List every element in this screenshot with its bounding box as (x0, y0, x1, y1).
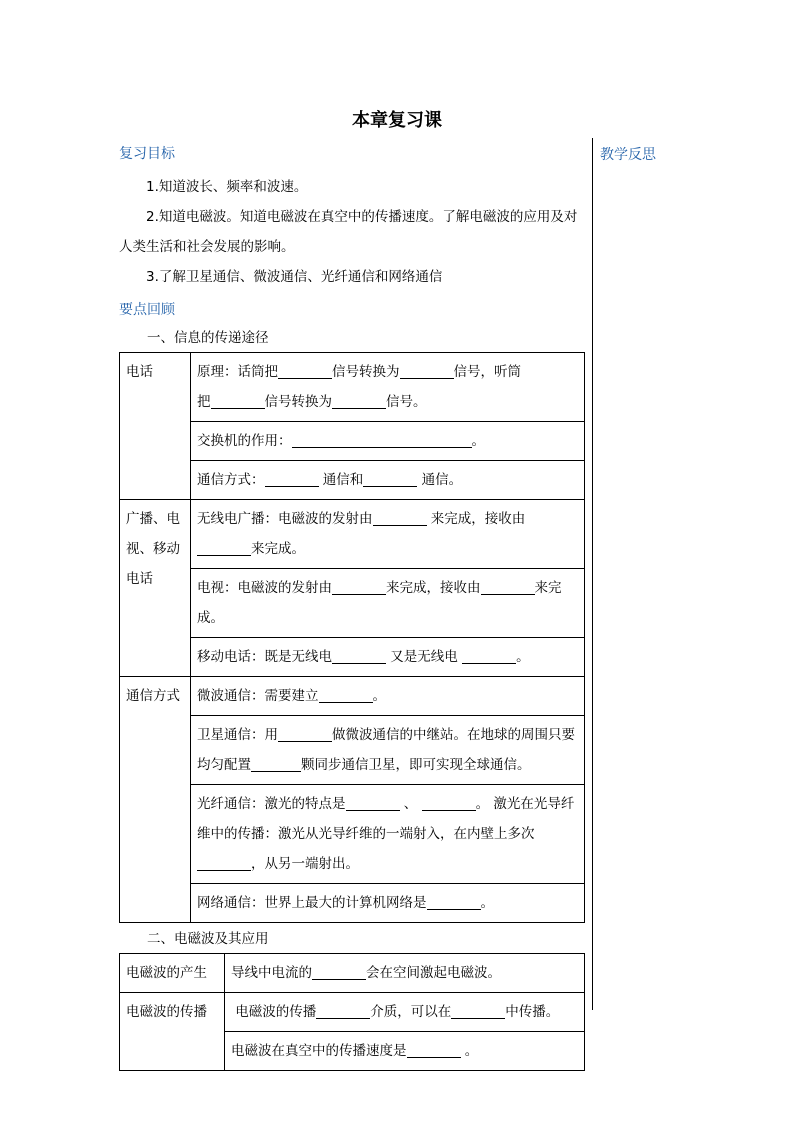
info-transmission-table (119, 352, 585, 923)
row-label-phone: 电话 (120, 353, 191, 500)
key-points-heading: 要点回顾 (119, 302, 175, 318)
review-goals-heading: 复习目标 (119, 146, 175, 162)
generation-cell: 导线中电流的 会在空间激起电磁波。 (225, 954, 585, 993)
table-row (120, 677, 585, 716)
row-label-broadcast: 广播、电视、移动电话 (120, 500, 191, 677)
mode-cell: 通信方式： 通信和 通信。 (191, 461, 585, 500)
table-row (120, 954, 585, 993)
row-label-propagation: 电磁波的传播 (120, 993, 225, 1071)
satellite-cell: 卫星通信：用 做微波通信的中继站。在地球的周围只要均匀配置 颗同步通信卫星，即可实现全球通信。 (191, 716, 585, 785)
section-heading-2: 二、电磁波及其应用 (147, 931, 269, 947)
goal-item: 1.知道波长、频率和波速。 (146, 179, 308, 195)
fiber-cell: 光纤通信：激光的特点是 、 。 激光在光导纤维中的传播：激光从光导纤维的一端射入，在内壁上多次，从另一端射出。 (191, 785, 585, 884)
propagation-cell: 电磁波的传播 介质，可以在 中传播。 (225, 993, 585, 1032)
microwave-cell: 微波通信：需要建立 。 (191, 677, 585, 716)
network-cell: 网络通信：世界上最大的计算机网络是 。 (191, 884, 585, 923)
phone-principle-cell: 原理：话筒把 信号转换为 信号，听筒 把 信号转换为 信号。 (191, 353, 585, 422)
section-heading-1: 一、信息的传递途径 (147, 330, 269, 346)
tv-cell: 电视：电磁波的发射由 来完成，接收由 来完成。 (191, 569, 585, 638)
mobile-cell: 移动电话：既是无线电 又是无线电 。 (191, 638, 585, 677)
table-row (120, 353, 585, 422)
table-row (120, 993, 585, 1032)
row-label-comm-mode: 通信方式 (120, 677, 191, 923)
radio-cell: 无线电广播：电磁波的发射由 来完成，接收由来完成。 (191, 500, 585, 569)
row-label-generation: 电磁波的产生 (120, 954, 225, 993)
table-row (120, 500, 585, 569)
switch-cell: 交换机的作用： 。 (191, 422, 585, 461)
goal-item: 3.了解卫星通信、微波通信、光纤通信和网络通信 (146, 269, 443, 285)
page-title: 本章复习课 (352, 110, 442, 131)
em-wave-table (119, 953, 585, 1071)
main-content (119, 140, 585, 1071)
teaching-reflection-heading: 教学反思 (600, 147, 656, 163)
goal-item: 2.知道电磁波。知道电磁波在真空中的传播速度。了解电磁波的应用及对人类生活和社会发展的影响。 (119, 209, 578, 255)
speed-cell: 电磁波在真空中的传播速度是 。 (225, 1032, 585, 1071)
column-divider (592, 138, 593, 1010)
